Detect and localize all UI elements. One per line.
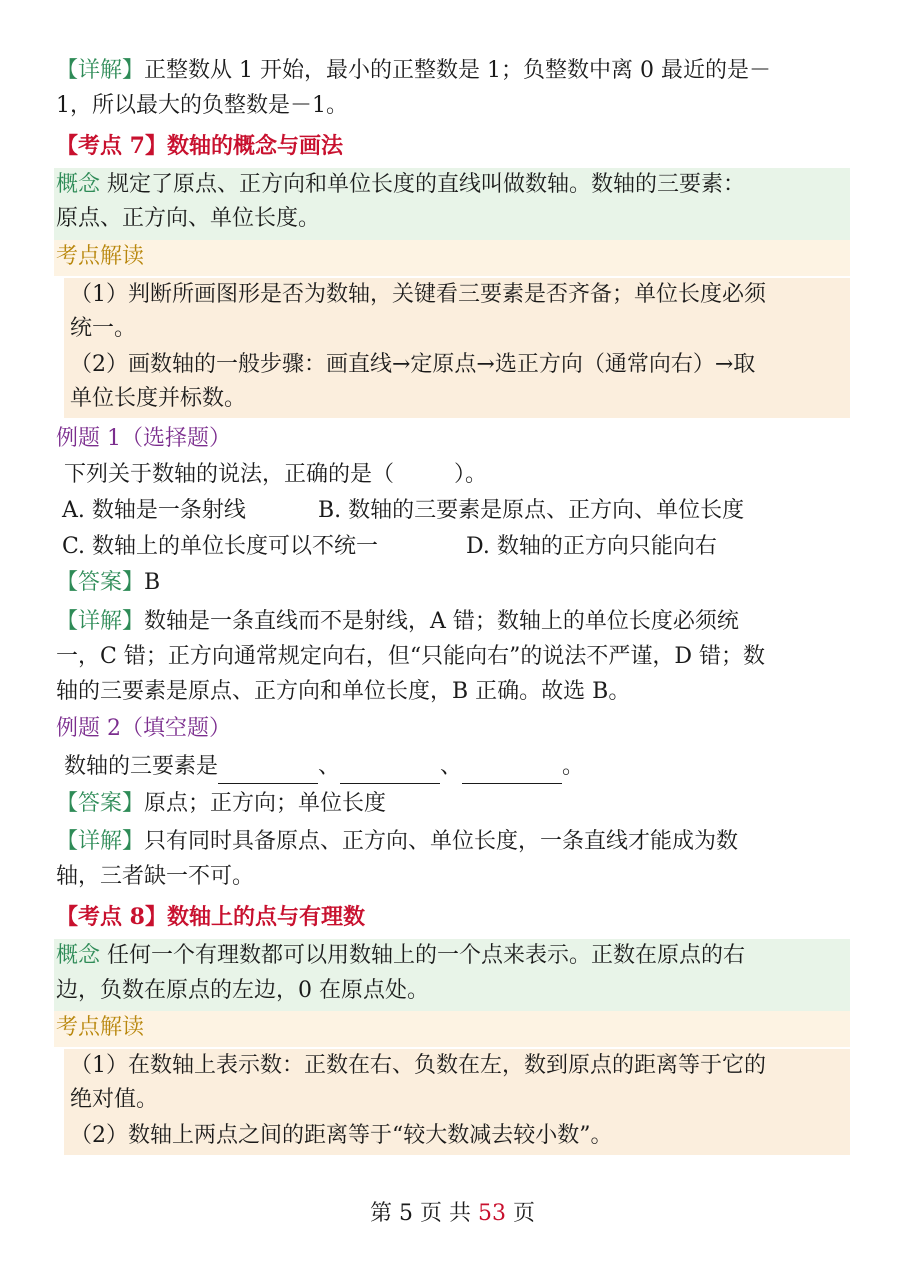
sec6-detail-line1	[56, 54, 771, 88]
concept-tag: 概念	[56, 943, 101, 968]
detail-text: 正整数从 1 开始，最小的正整数是 1；负整数中离 0 最近的是－	[144, 58, 771, 83]
answer-text: B	[144, 570, 161, 595]
footer-text-end: 页	[505, 1201, 535, 1226]
answer-text: 原点；正方向；单位长度	[144, 791, 387, 816]
reading8-point2-line1: （2）数轴上两点之间的距离等于“较大数减去较小数”。	[70, 1123, 613, 1148]
reading7-point2-line1: （2）画数轴的一般步骤：画直线→定原点→选正方向（通常向右）→取	[70, 352, 756, 377]
example1-option-b: B. 数轴的三要素是原点、正方向、单位长度	[318, 498, 745, 523]
footer-text: 第 5 页 共	[370, 1201, 478, 1226]
reading-tag-7: 考点解读	[56, 244, 145, 269]
answer-tag: 【答案】	[56, 791, 145, 816]
concept8-line1	[56, 939, 745, 973]
question-end: ）。	[454, 462, 488, 487]
question-end: 。	[562, 754, 585, 779]
detail-tag: 【详解】	[56, 609, 145, 634]
answer-tag: 【答案】	[56, 570, 145, 595]
question-text: 下列关于数轴的说法，正确的是（	[64, 462, 395, 487]
detail-text: 只有同时具备原点、正方向、单位长度，一条直线才能成为数	[144, 829, 739, 854]
reading7-point2-line2: 单位长度并标数。	[70, 386, 247, 411]
example2-answer	[56, 787, 386, 821]
separator: 、	[440, 754, 463, 779]
page-footer	[0, 1196, 905, 1227]
example1-option-a: A. 数轴是一条射线	[62, 498, 246, 523]
example1-detail-line3: 轴的三要素是原点、正方向和单位长度，B 正确。故选 B。	[56, 679, 631, 704]
total-pages: 53	[477, 1201, 506, 1226]
example1-answer	[56, 566, 160, 600]
example2-question	[64, 750, 584, 784]
example1-title: 例题 1（选择题）	[56, 426, 231, 451]
sec6-detail-line2: 1，所以最大的负整数是－1。	[56, 93, 348, 118]
example1-detail-line2: 一，C 错；正方向通常规定向右，但“只能向右”的说法不严谨，D 错；数	[56, 644, 765, 669]
reading-tag-box-7	[54, 240, 850, 276]
reading-tag-8: 考点解读	[56, 1015, 145, 1040]
detail-tag: 【详解】	[56, 58, 145, 83]
concept7-line1	[56, 168, 745, 202]
question-text: 数轴的三要素是	[64, 754, 219, 779]
reading7-point1-line1: （1）判断所画图形是否为数轴，关键看三要素是否齐备；单位长度必须	[70, 282, 766, 307]
concept-text: 任何一个有理数都可以用数轴上的一个点来表示。正数在原点的右	[100, 943, 746, 968]
reading8-point1-line2: 绝对值。	[70, 1087, 159, 1112]
concept8-line2: 边，负数在原点的左边，0 在原点处。	[56, 978, 429, 1003]
detail-text: 数轴是一条直线而不是射线，A 错；数轴上的单位长度必须统	[144, 609, 739, 634]
fill-blank-3	[462, 761, 562, 784]
fill-blank-1	[218, 761, 318, 784]
reading8-point1-line1: （1）在数轴上表示数：正数在右、负数在左，数到原点的距离等于它的	[70, 1053, 766, 1078]
detail-tag: 【详解】	[56, 829, 145, 854]
section-heading-8: 【考点 8】数轴上的点与有理数	[56, 904, 365, 930]
example1-question	[64, 458, 487, 492]
concept-tag: 概念	[56, 172, 101, 197]
fill-blank-2	[340, 761, 440, 784]
example1-option-d: D. 数轴的正方向只能向右	[466, 534, 717, 559]
example2-detail-line2: 轴，三者缺一不可。	[56, 864, 255, 889]
example1-detail-line1	[56, 605, 739, 639]
separator: 、	[318, 754, 341, 779]
concept-text: 规定了原点、正方向和单位长度的直线叫做数轴。数轴的三要素：	[100, 172, 746, 197]
example1-option-c: C. 数轴上的单位长度可以不统一	[62, 534, 379, 559]
example2-title: 例题 2（填空题）	[56, 716, 231, 741]
concept7-line2: 原点、正方向、单位长度。	[56, 206, 321, 231]
reading-tag-box-8	[54, 1011, 850, 1047]
reading7-point1-line2: 统一。	[70, 316, 137, 341]
example2-detail-line1	[56, 825, 738, 859]
section-heading-7: 【考点 7】数轴的概念与画法	[56, 133, 343, 159]
